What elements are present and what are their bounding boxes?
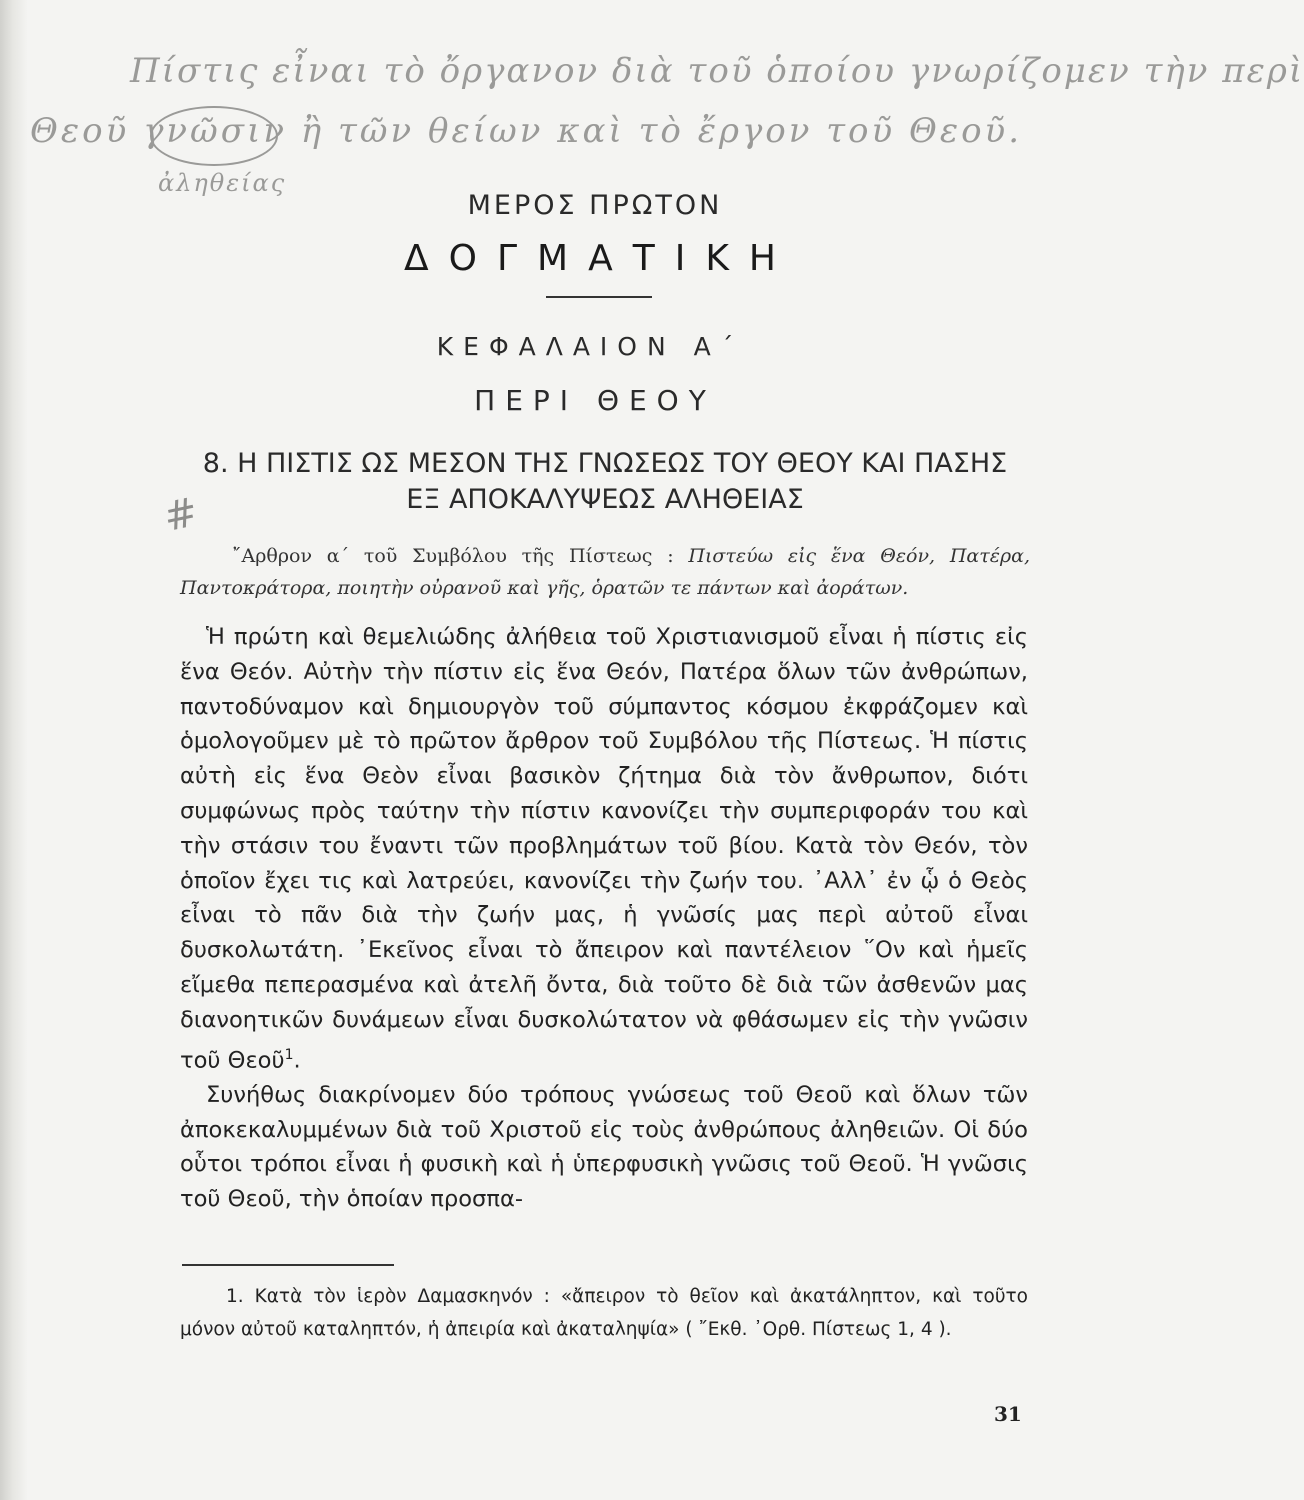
section-heading-line-2: ΕΞ ΑΠΟΚΑΛΥΨΕΩΣ ΑΛΗΘΕΙΑΣ <box>406 484 804 515</box>
epigraph-quote: Πιστεύω εἰς ἕνα Θεόν, Πατέρα, Παντοκράτορα, ποιητὴν οὐρανοῦ καὶ γῆς, ὁρατῶν τε πάντων καὶ ἀοράτων. <box>180 545 1030 599</box>
footnote-rule <box>182 1264 394 1266</box>
footnote: 1. Κατὰ τὸν ἱερὸν Δαμασκηνόν : «ἄπειρον τὸ θεῖον καὶ ἀκατάληπτον, καὶ τοῦτο μόνον αὐτοῦ καταληπτόν, ἡ ἀπειρία καὶ ἀκαταληψία» ( ῎Εκθ. ᾿Ορθ. Πίστεως 1, 4 ). <box>180 1286 1028 1340</box>
handwritten-line-1: Πίστις εἶναι τὸ ὄργανον διὰ τοῦ ὁποίου γνωρίζομεν τὴν περὶ <box>130 51 1304 91</box>
scan-edge-shadow <box>0 0 28 1500</box>
paragraph-1-text: Ἡ πρώτη καὶ θεμελιώδης ἀλήθεια τοῦ Χριστιανισμοῦ εἶναι ἡ πίστις εἰς ἕνα Θεόν. Αὐτὴν τὴν πίστιν εἰς ἕνα Θεόν, Πατέρα ὅλων τῶν ἀνθρώπων, παντοδύναμον καὶ δημιουργὸν τοῦ σύμπαντος κόσμου ἐκφράζομεν καὶ ὁμολογοῦμεν μὲ τὸ πρῶτον ἄρθρον τοῦ Συμβόλου τῆς Πίστεως. Ἡ πίστις αὐτὴ εἰς ἕνα Θεὸν εἶναι βασικὸν ζήτημα διὰ τὸν ἄνθρωπον, διότι συμφώνως πρὸς ταύτην τὴν πίστιν κανονίζει τὴν συμπεριφοράν του καὶ τὴν στάσιν του ἔναντι τῶν προβλημάτων τοῦ βίου. Κατὰ τὸν Θεόν, τὸν ὁποῖον ἔχει τις καὶ λατρεύει, κανονίζει τὴν ζωήν του. ᾿Αλλ᾿ ἐν ᾧ ὁ Θεὸς εἶναι τὸ πᾶν διὰ τὴν ζωήν μας, ἡ γνῶσίς μας περὶ αὐτοῦ εἶναι δυσκολωτάτη. ᾿Εκεῖνος εἶναι τὸ ἄπειρον καὶ παντέλειον ῞Ον καὶ ἡμεῖς εἴμεθα πεπερασμένα καὶ ἀτελῆ ὄντα, διὰ τοῦτο δὲ διὰ τῶν ἀσθενῶν μας διανοητικῶν δυνάμεων εἶναι δυσκολώτατον νὰ φθάσωμεν εἰς τὴν γνῶσιν τοῦ Θεοῦ <box>180 624 1028 1074</box>
epigraph <box>180 540 1030 604</box>
handwritten-line-3: ἀληθείας <box>158 169 287 197</box>
epigraph-lead: ῎Αρθρον α΄ τοῦ Συμβόλου τῆς Πίστεως : <box>232 545 689 567</box>
paragraph-2: Συνήθως διακρίνομεν δύο τρόπους γνώσεως τοῦ Θεοῦ καὶ ὅλων τῶν ἀποκεκαλυμμένων διὰ τοῦ Χριστοῦ εἰς τοὺς ἀνθρώπους ἀληθειῶν. Οἱ δύο οὗτοι τρόποι εἶναι ἡ φυσικὴ καὶ ἡ ὑπερφυσικὴ γνῶσις τοῦ Θεοῦ. Ἡ γνῶσις τοῦ Θεοῦ, τὴν ὁποίαν προσπα- <box>180 1081 1028 1213</box>
section-heading-line-1: 8. Η ΠΙΣΤΙΣ ΩΣ ΜΕΣΟΝ ΤΗΣ ΓΝΩΣΕΩΣ ΤΟΥ ΘΕΟΥ ΚΑΙ ΠΑΣΗΣ <box>202 448 1008 479</box>
body-text <box>180 620 1028 1217</box>
title-rule <box>546 296 652 298</box>
footnote-ref: 1 <box>284 1046 294 1063</box>
handwritten-note <box>30 40 1304 197</box>
paragraph-1-end: . <box>293 1047 301 1074</box>
part-heading: ΜΕΡΟΣ ΠΡΩΤΟΝ <box>467 190 723 221</box>
margin-hash-mark: # <box>159 489 202 541</box>
chapter-heading: ΚΕΦΑΛΑΙΟΝ Α΄ <box>436 332 744 361</box>
handwritten-line-2: Θεοῦ γνῶσιν ἢ τῶν θείων καὶ τὸ ἔργον τοῦ Θεοῦ. <box>30 111 1023 151</box>
section-heading <box>120 446 1090 518</box>
chapter-title: ΠΕΡΙ ΘΕΟΥ <box>474 384 716 417</box>
paragraph-1 <box>180 620 1028 1078</box>
page-number: 31 <box>994 1402 1022 1426</box>
book-title: ΔΟΓΜΑΤΙΚΗ <box>404 238 796 279</box>
